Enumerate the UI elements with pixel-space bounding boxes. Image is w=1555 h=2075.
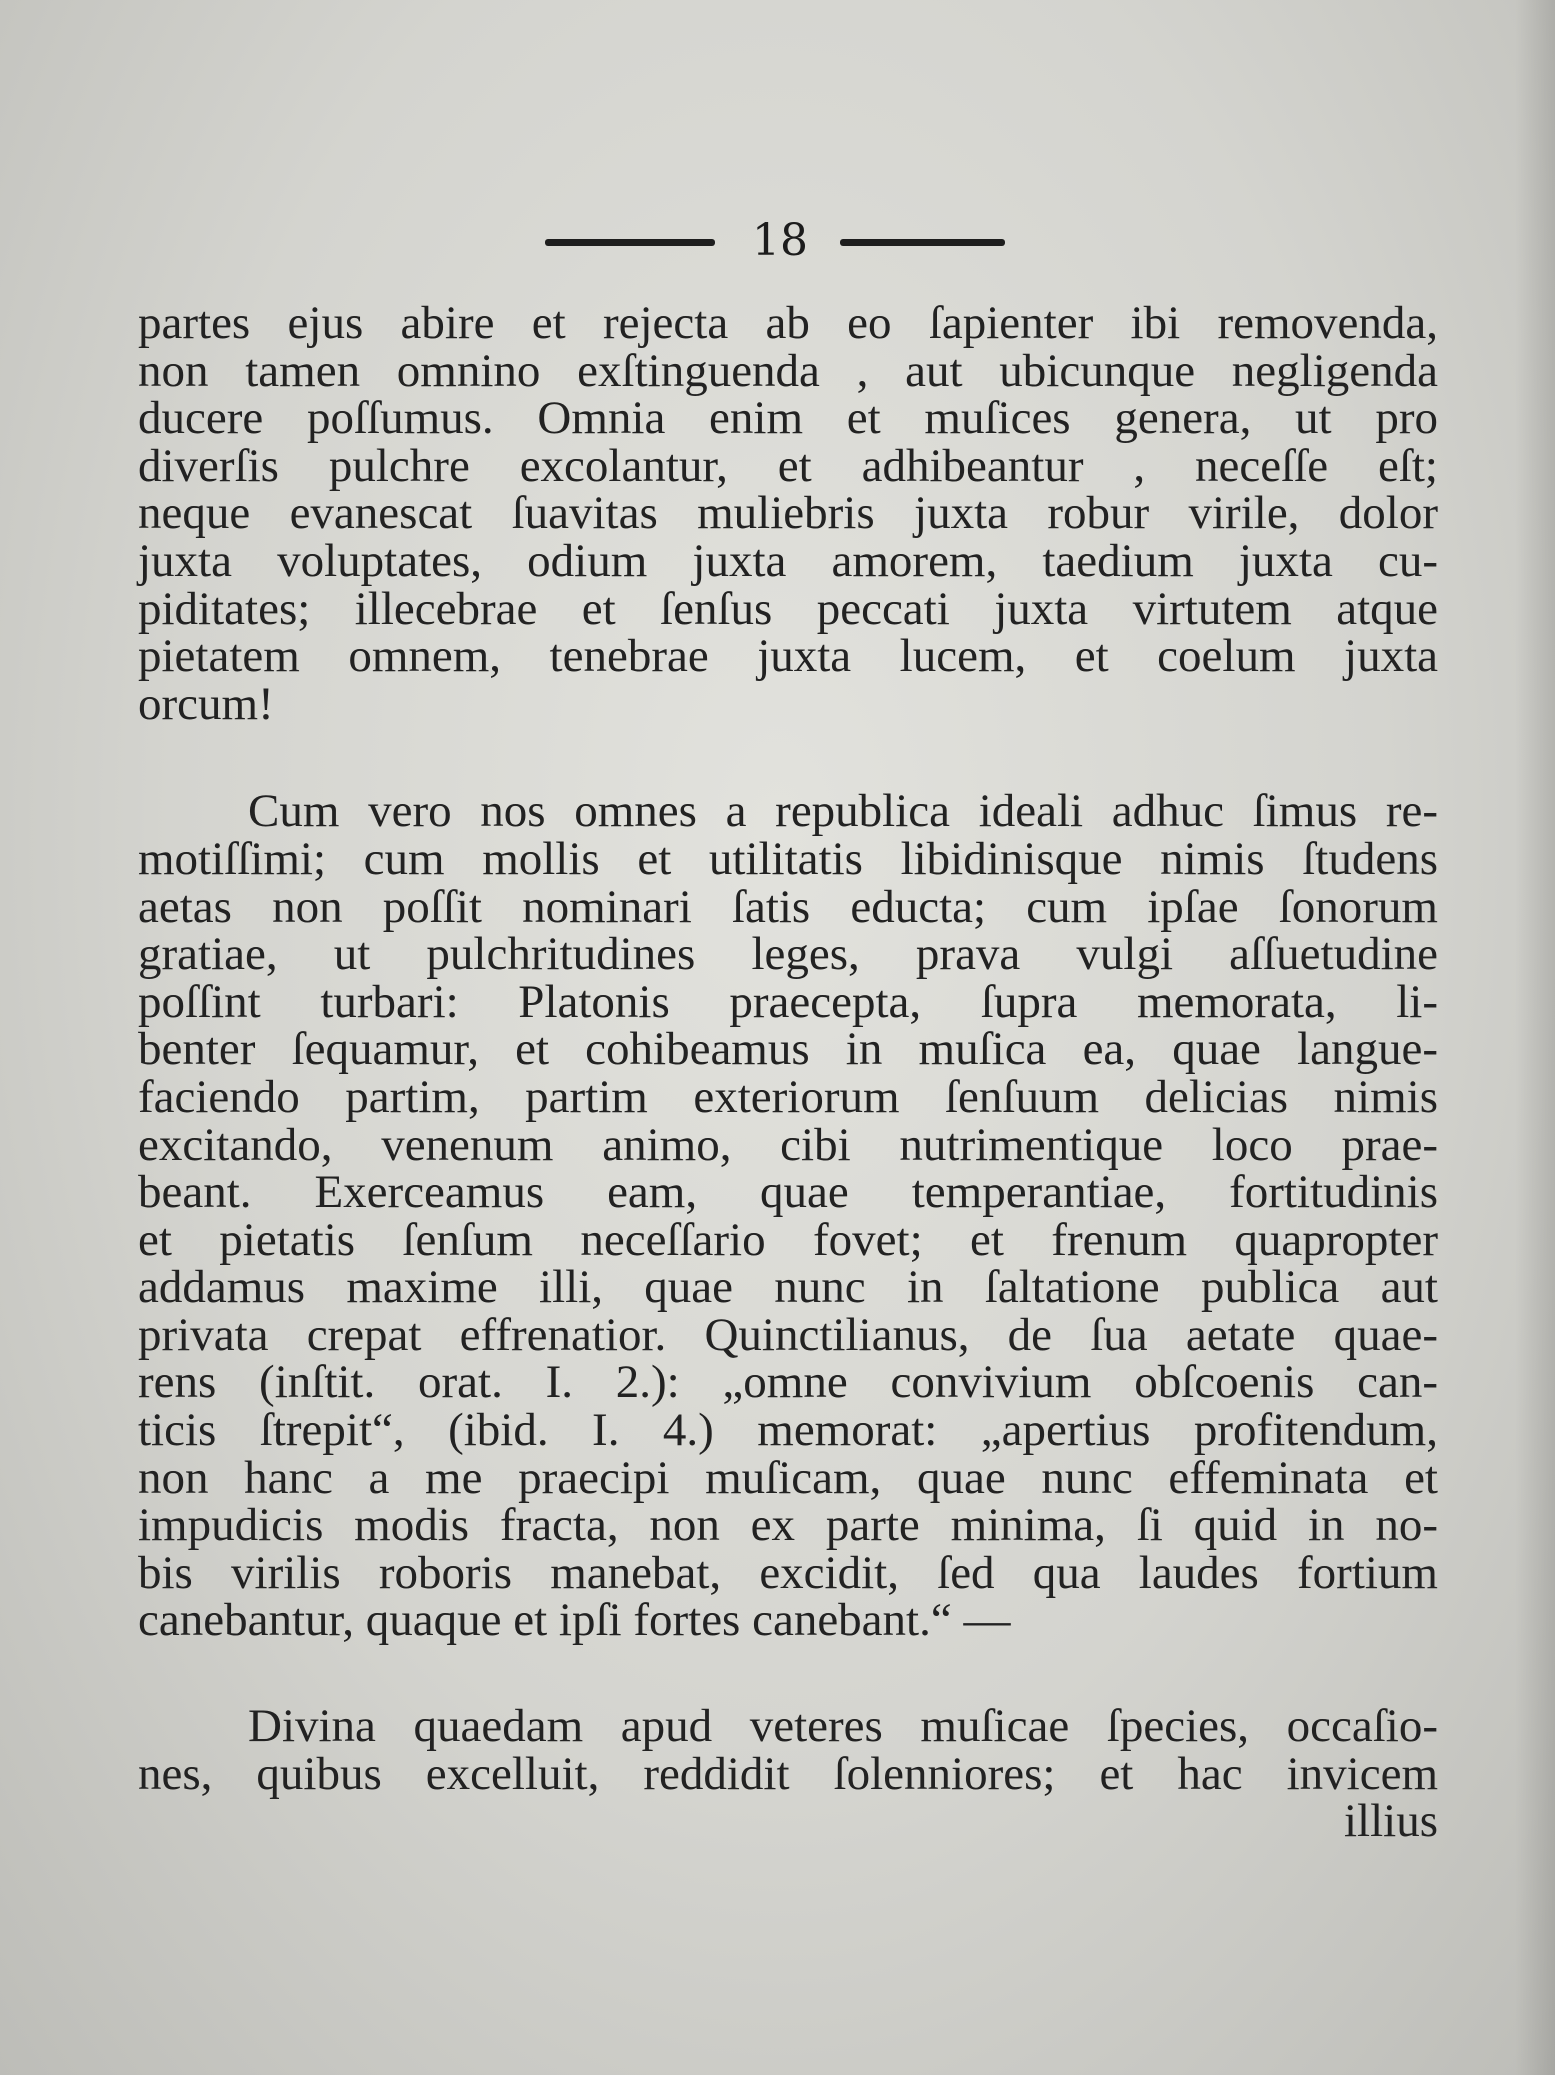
text-line: excitando, venenum animo, cibi nutrimentique loco prae- xyxy=(138,1118,1438,1171)
text-line: Cum vero nos omnes a republica ideali adhuc ſimus re- xyxy=(248,785,1438,838)
text-line: gratiae, ut pulchritudines leges, prava vulgi aſſuetudine xyxy=(138,928,1438,981)
text-line: Divina quaedam apud veteres muſicae ſpecies, occaſio- xyxy=(248,1700,1438,1753)
text-line: rens (inſtit. orat. I. 2.): „omne convivium obſcoenis can- xyxy=(138,1356,1438,1409)
text-line: privata crepat effrenatior. Quinctilianus, de ſua aetate quae- xyxy=(138,1308,1438,1361)
text-line: beant. Exerceamus eam, quae temperantiae, fortitudinis xyxy=(138,1166,1438,1219)
text-line: partes ejus abire et rejecta ab eo ſapienter ibi removenda, xyxy=(138,297,1438,349)
paragraph-2 xyxy=(138,785,1438,1647)
text-line: et pietatis ſenſum neceſſario fovet; et frenum quapropter xyxy=(138,1213,1438,1266)
page-number: 18 xyxy=(752,215,808,266)
text-line: aetas non poſſit nominari ſatis educta; cum ipſae ſonorum xyxy=(138,880,1438,933)
text-line: motiſſimi; cum mollis et utilitatis libidinisque nimis ſtudens xyxy=(138,832,1438,885)
text-line: poſſint turbari: Platonis praecepta, ſupra memorata, li- xyxy=(138,975,1438,1028)
text-line: ducere poſſumus. Omnia enim et muſices genera, ut pro xyxy=(138,392,1438,445)
page-edge-shadow xyxy=(1515,0,1555,2075)
page-header xyxy=(0,215,1555,275)
text-line: neque evanescat ſuavitas muliebris juxta robur virile, dolor xyxy=(138,487,1438,540)
text-line: non hanc a me praecipi muſicam, quae nunc effeminata et xyxy=(138,1451,1438,1504)
text-line: canebantur, quaque et ipſi fortes canebant.“ — xyxy=(138,1594,1011,1647)
text-line: non tamen omnino exſtinguenda , aut ubicunque negligenda xyxy=(138,344,1438,397)
paragraph-gap xyxy=(138,728,1438,788)
text-line: ticis ſtrepit“, (ibid. I. 4.) memorat: „apertius profitendum, xyxy=(138,1404,1438,1457)
text-line: pietatem omnem, tenebrae juxta lucem, et coelum juxta xyxy=(138,630,1438,683)
text-line: nes, quibus excelluit, reddidit ſolenniores; et hac invicem xyxy=(138,1747,1438,1800)
body-text xyxy=(138,297,1438,1848)
text-line: diverſis pulchre excolantur, et adhibeantur , neceſſe eſt; xyxy=(138,439,1438,492)
text-line: addamus maxime illi, quae nunc in ſaltatione publica aut xyxy=(138,1261,1438,1314)
text-line: impudicis modis fracta, non ex parte minima, ſi quid in no- xyxy=(138,1499,1438,1552)
catchword: illius xyxy=(1343,1795,1438,1848)
paragraph-3 xyxy=(138,1700,1438,1848)
text-line: bis virilis roboris manebat, excidit, ſed qua laudes fortium xyxy=(138,1546,1438,1599)
paragraph-gap xyxy=(138,1645,1438,1703)
text-line: orcum! xyxy=(138,677,274,730)
text-line: piditates; illecebrae et ſenſus peccati juxta virtutem atque xyxy=(138,582,1438,635)
text-line: faciendo partim, partim exteriorum ſenſuum delicias nimis xyxy=(138,1070,1438,1123)
text-line: juxta voluptates, odium juxta amorem, taedium juxta cu- xyxy=(138,534,1438,587)
header-rule-right xyxy=(840,239,1005,246)
paragraph-1 xyxy=(138,297,1438,730)
text-line: benter ſequamur, et cohibeamus in muſica ea, quae langue- xyxy=(138,1023,1438,1076)
header-rule-left xyxy=(545,239,715,246)
